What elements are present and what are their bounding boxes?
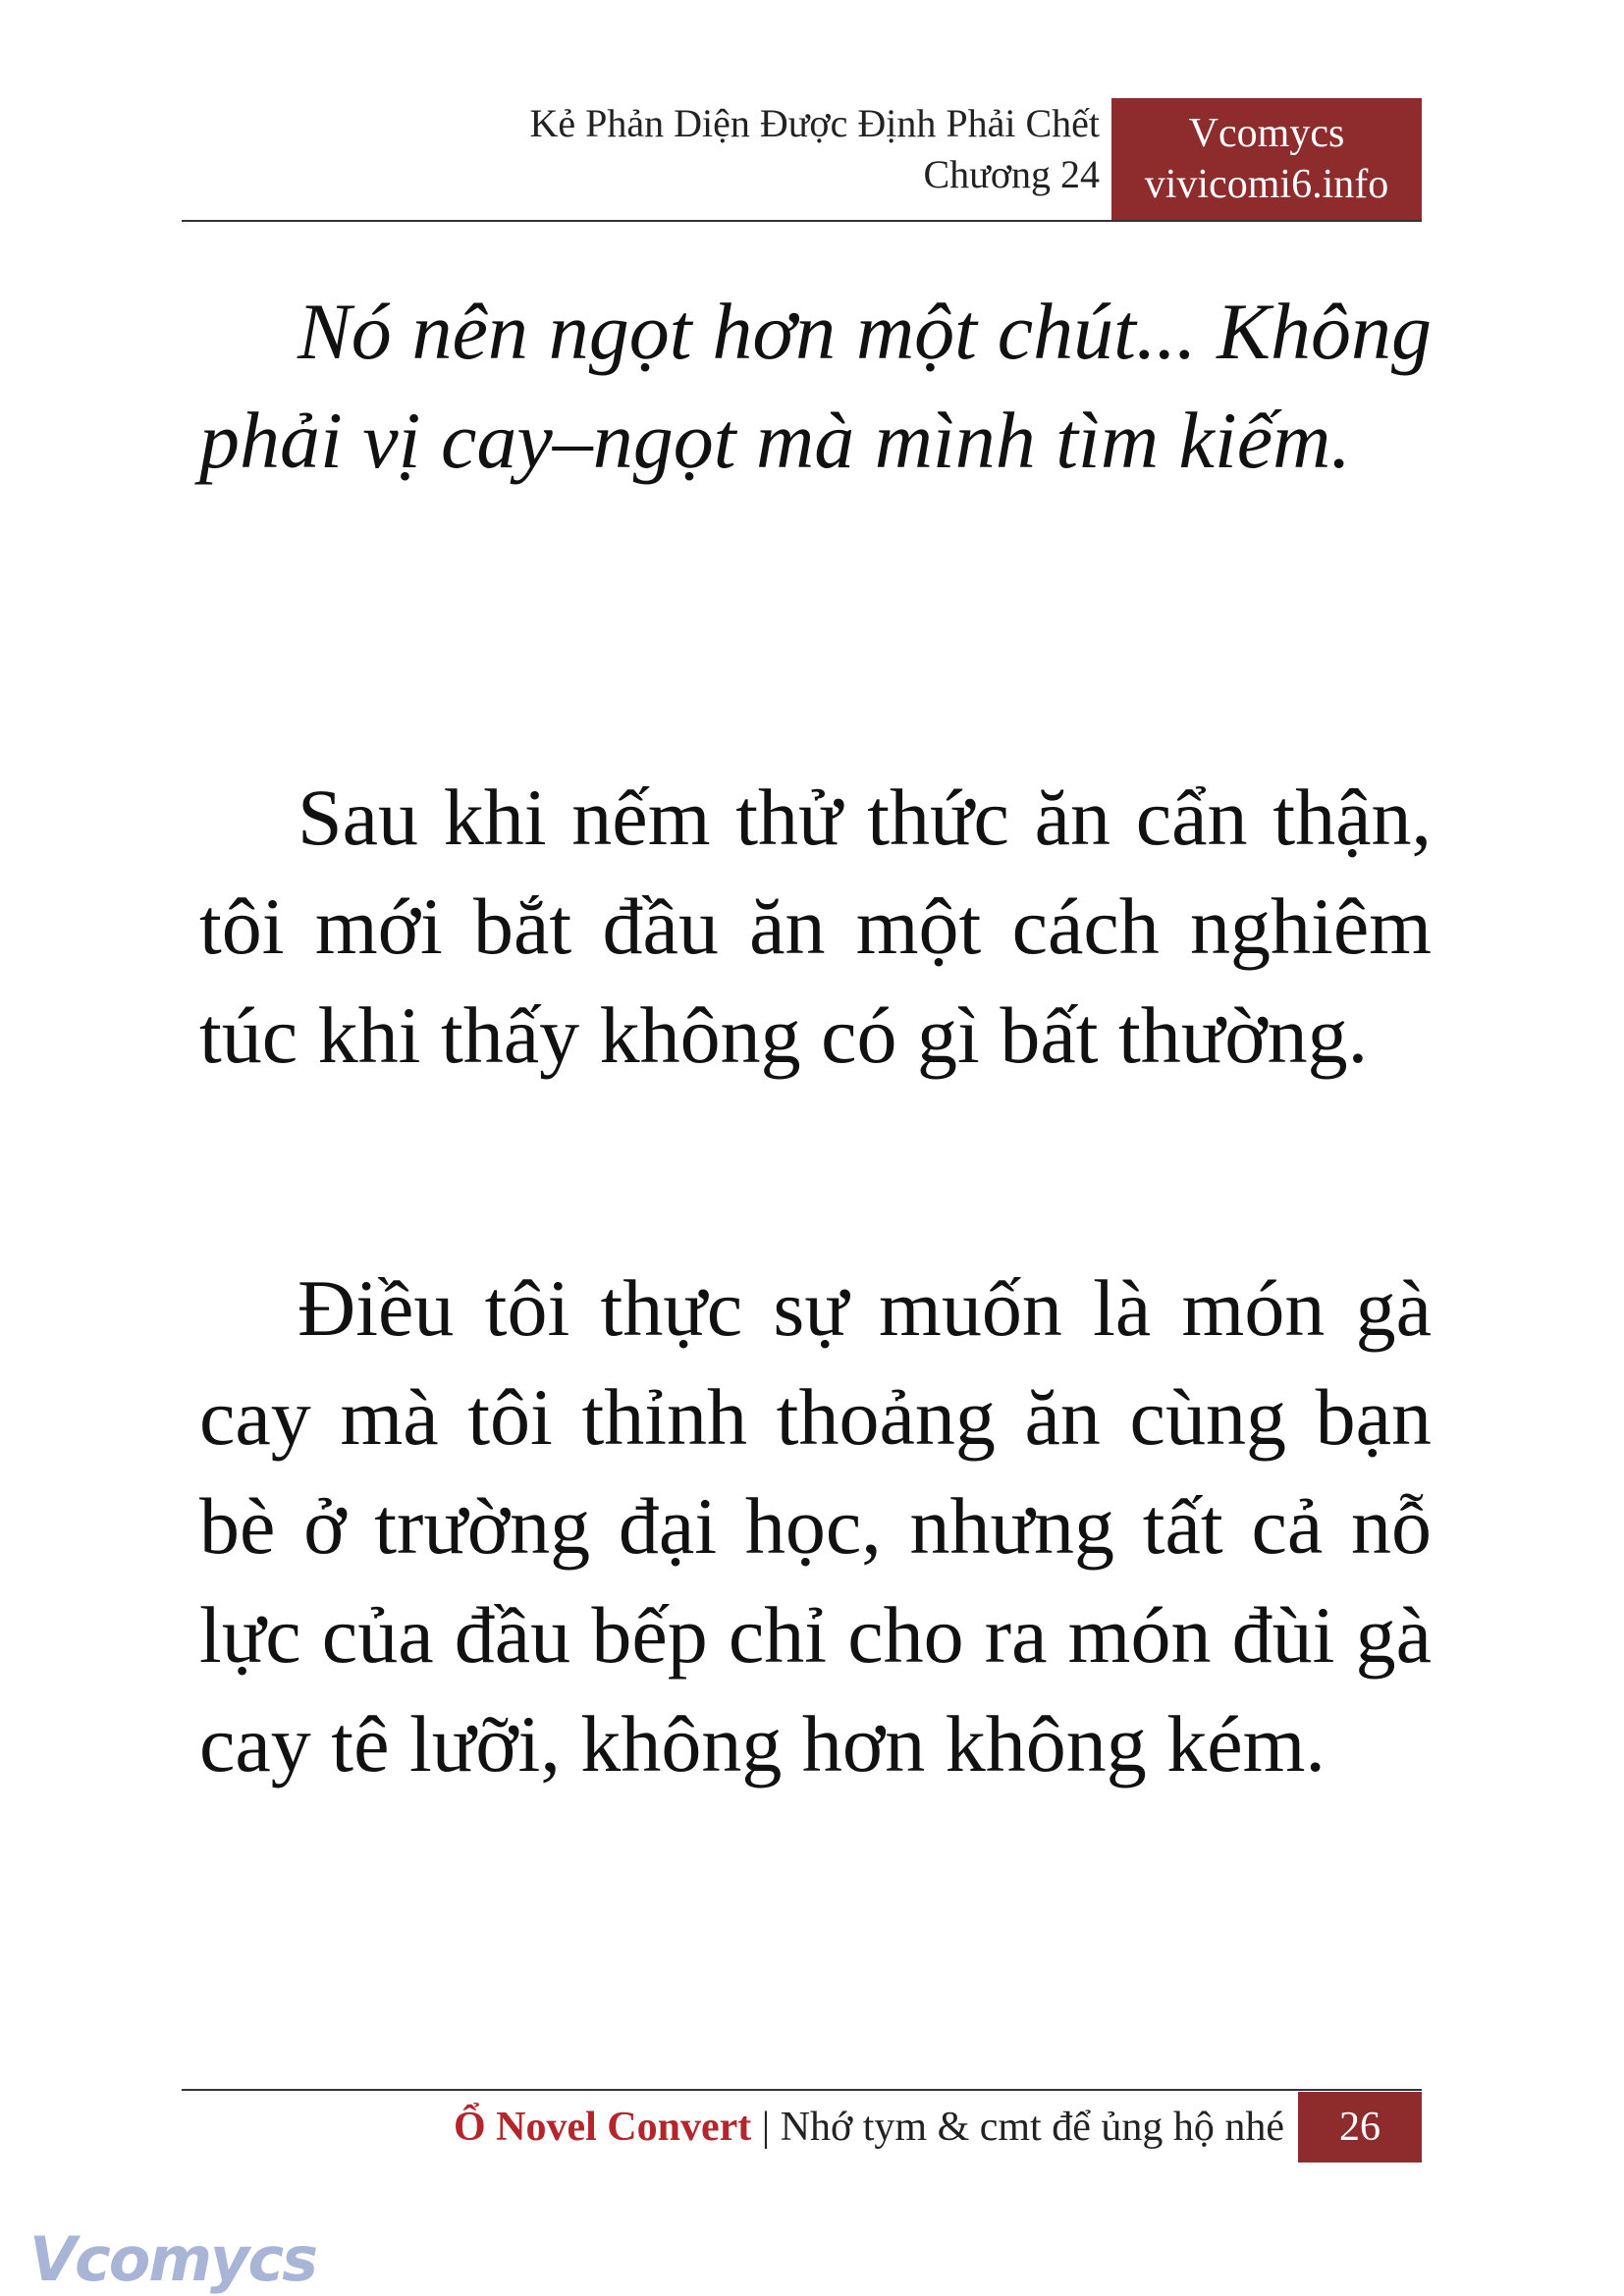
paragraph-2: Sau khi nếm thử thức ăn cẩn thận, tôi mới bắt đầu ăn một cách nghiêm túc khi thấy không có gì bất thường. xyxy=(199,773,1432,1080)
site-name: Vcomycs xyxy=(1188,111,1345,156)
chapter-label: Chương 24 xyxy=(923,152,1100,196)
paragraph-3: Điều tôi thực sự muốn là món gà cay mà tôi thỉnh thoảng ăn cùng bạn bè ở trường đại học, nhưng tất cả nỗ lực của đầu bếp chỉ cho ra món đùi gà cay tê lưỡi, không hơn không kém. xyxy=(199,1263,1432,1789)
footer-brand: Ổ Novel Convert xyxy=(453,2105,752,2150)
header-title-block xyxy=(529,98,1100,200)
footer-divider xyxy=(182,2089,1422,2091)
site-badge xyxy=(1111,98,1422,220)
page-number: 26 xyxy=(1298,2092,1422,2163)
paragraph-1: Nó nên ngọt hơn một chút... Không phải vị cay–ngọt mà mình tìm kiếm. xyxy=(199,287,1432,485)
footer-text xyxy=(454,2100,1284,2155)
page-footer xyxy=(182,2092,1422,2163)
page-header xyxy=(182,98,1422,220)
site-url: vivicomi6.info xyxy=(1144,162,1389,207)
footer-message: Nhớ tym & cmt để ủng hộ nhé xyxy=(780,2105,1284,2150)
footer-separator: | xyxy=(761,2105,771,2150)
watermark-logo: Vcomycs xyxy=(29,2223,317,2295)
header-divider xyxy=(182,220,1422,222)
book-title: Kẻ Phản Diện Được Định Phải Chết xyxy=(529,101,1100,145)
